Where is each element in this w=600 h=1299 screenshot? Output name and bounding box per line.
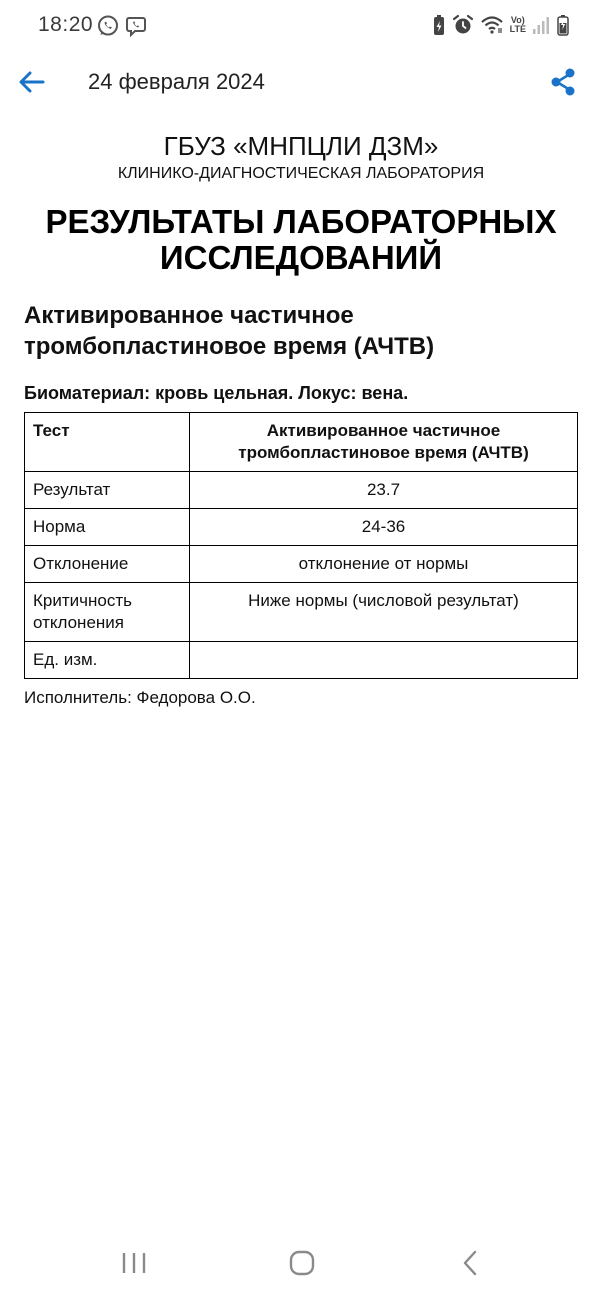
chevron-left-icon xyxy=(450,1247,490,1279)
share-button[interactable] xyxy=(548,66,578,98)
table-cell-label: Ед. изм. xyxy=(25,642,190,679)
table-cell-label: Критичность отклонения xyxy=(25,583,190,642)
table-row-units xyxy=(25,642,578,679)
app-bar xyxy=(0,52,600,112)
battery-saver-icon xyxy=(432,14,446,36)
status-bar xyxy=(0,0,600,52)
lab-report-document xyxy=(24,130,578,709)
status-notification-icons xyxy=(96,14,148,38)
table-cell-label: Отклонение xyxy=(25,546,190,583)
table-cell-value: 23.7 xyxy=(190,472,578,509)
whatsapp-icon xyxy=(96,14,120,38)
status-system-icons xyxy=(432,14,570,36)
back-button[interactable] xyxy=(16,66,48,98)
table-cell-value xyxy=(190,642,578,679)
share-icon xyxy=(548,66,578,98)
lte-label: LTE xyxy=(509,24,526,34)
wifi-icon xyxy=(480,14,504,36)
home-icon xyxy=(282,1247,322,1279)
table-row-norm xyxy=(25,509,578,546)
test-heading: Активированное частичное тромбопластиновое время (АЧТВ) xyxy=(24,302,435,360)
viber-icon xyxy=(124,14,148,38)
status-time: 18:20 xyxy=(38,13,94,36)
volte-label: Vo) xyxy=(510,15,525,25)
report-title: РЕЗУЛЬТАТЫ ЛАБОРАТОРНЫХ ИССЛЕДОВАНИЙ xyxy=(45,203,557,276)
table-header-label: Тест xyxy=(25,413,190,472)
recents-icon xyxy=(114,1247,154,1279)
table-row-criticality xyxy=(25,583,578,642)
alarm-icon xyxy=(452,14,474,36)
volte-lte-icon xyxy=(510,16,526,34)
system-back-button[interactable] xyxy=(450,1247,490,1279)
table-cell-label: Норма xyxy=(25,509,190,546)
table-row-result xyxy=(25,472,578,509)
page-title: 24 февраля 2024 xyxy=(88,69,265,94)
table-row-deviation xyxy=(25,546,578,583)
laboratory-name: КЛИНИКО-ДИАГНОСТИЧЕСКАЯ ЛАБОРАТОРИЯ xyxy=(117,165,485,182)
results-table xyxy=(24,412,578,679)
biomaterial-info: Биоматериал: кровь цельная. Локус: вена. xyxy=(24,383,409,403)
signal-icon xyxy=(532,15,550,35)
table-cell-label: Результат xyxy=(25,472,190,509)
organization-name: ГБУЗ «МНПЦЛИ ДЗМ» xyxy=(163,131,439,161)
battery-charging-icon xyxy=(556,14,570,36)
home-button[interactable] xyxy=(282,1247,322,1279)
system-navigation-bar xyxy=(0,1233,600,1299)
table-cell-value: отклонение от нормы xyxy=(190,546,578,583)
table-cell-value: Ниже нормы (числовой результат) xyxy=(190,583,578,642)
table-cell-value: 24-36 xyxy=(190,509,578,546)
executor-info: Исполнитель: Федорова О.О. xyxy=(24,688,256,707)
recent-apps-button[interactable] xyxy=(114,1247,154,1279)
table-header-row xyxy=(25,413,578,472)
table-header-value: Активированное частичное тромбопластиновое время (АЧТВ) xyxy=(190,413,578,472)
arrow-left-icon xyxy=(16,66,48,98)
